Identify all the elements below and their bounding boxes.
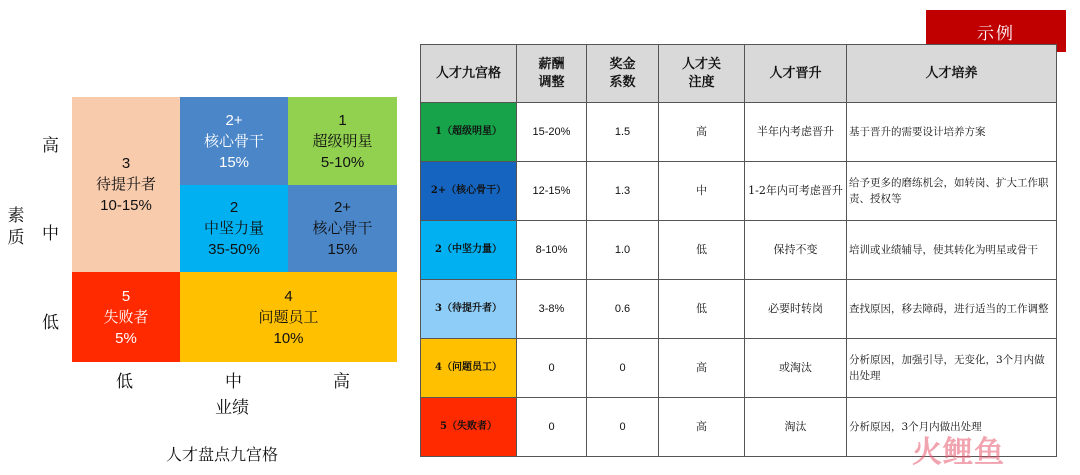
cell-number: 2+ <box>333 199 352 216</box>
row-attention: 中 <box>659 162 745 221</box>
row-bonus: 1.5 <box>587 103 659 162</box>
cell-number: 3 <box>121 155 131 172</box>
table-row <box>421 339 1057 398</box>
x-label-high: 高 <box>333 372 350 392</box>
row-promotion: 必要时转岗 <box>745 280 847 339</box>
table-row <box>421 280 1057 339</box>
row-bonus: 1.3 <box>587 162 659 221</box>
row-attention: 低 <box>659 280 745 339</box>
cell-number: 5 <box>121 287 131 305</box>
cell-failure <box>72 272 180 362</box>
header-salary: 薪酬调整 <box>517 45 587 103</box>
row-bonus: 1.0 <box>587 221 659 280</box>
header-training: 人才培养 <box>847 45 1057 103</box>
row-training: 分析原因，加强引导，无变化，3个月内做出处理 <box>847 339 1057 398</box>
cell-number: 2 <box>229 199 239 216</box>
cell-name: 问题员工 <box>258 307 319 326</box>
row-promotion: 保持不变 <box>745 221 847 280</box>
row-salary: 15-20% <box>517 103 587 162</box>
x-axis-title: 业绩 <box>215 398 249 418</box>
row-promotion: 淘汰 <box>745 398 847 457</box>
cell-name: 失败者 <box>103 307 149 326</box>
watermark-text: 火鲤鱼 <box>912 435 1005 470</box>
table-row <box>421 221 1057 280</box>
row-level: 2+（核心骨干） <box>421 162 517 221</box>
cell-superstar <box>288 97 397 185</box>
cell-core-backbone-top <box>180 97 288 185</box>
row-attention: 低 <box>659 221 745 280</box>
cell-percent: 15% <box>327 241 358 258</box>
y-label-low: 低 <box>42 313 59 333</box>
row-salary: 0 <box>517 398 587 457</box>
cell-core-backbone-right <box>288 185 397 272</box>
row-promotion: 或淘汰 <box>745 339 847 398</box>
table-row <box>421 162 1057 221</box>
cell-name: 核心骨干 <box>312 219 373 237</box>
y-axis-title: 素质 <box>7 206 25 248</box>
cell-percent: 15% <box>218 153 250 171</box>
cell-percent: 5% <box>115 329 137 347</box>
cell-number: 1 <box>338 111 347 129</box>
y-label-high: 高 <box>42 136 59 156</box>
x-label-low: 低 <box>116 372 133 392</box>
header-nine-box: 人才九宫格 <box>421 45 517 103</box>
cell-percent: 10% <box>273 329 304 347</box>
talent-policy-table <box>420 44 1057 457</box>
row-bonus: 0 <box>587 339 659 398</box>
cell-mainstay <box>180 185 288 272</box>
row-promotion: 半年内考虑晋升 <box>745 103 847 162</box>
row-salary: 8-10% <box>517 221 587 280</box>
cell-percent: 5-10% <box>320 153 365 171</box>
cell-name: 超级明星 <box>312 131 373 150</box>
y-label-mid: 中 <box>42 224 59 244</box>
row-bonus: 0 <box>587 398 659 457</box>
table-header-row <box>421 45 1057 103</box>
cell-name: 中坚力量 <box>203 219 264 237</box>
row-level: 3（待提升者） <box>421 280 517 339</box>
row-level: 5（失败者） <box>421 398 517 457</box>
header-attention: 人才关注度 <box>659 45 745 103</box>
row-training: 分析原因，3个月内做出处理 <box>847 398 1057 457</box>
row-attention: 高 <box>659 398 745 457</box>
row-training: 基于晋升的需要设计培养方案 <box>847 103 1057 162</box>
row-level: 2（中坚力量） <box>421 221 517 280</box>
grid-caption: 人才盘点九宫格 <box>166 445 279 464</box>
cell-problem-staff <box>180 272 397 362</box>
cell-name: 核心骨干 <box>203 131 264 150</box>
row-level: 4（问题员工） <box>421 339 517 398</box>
cell-percent: 35-50% <box>208 241 260 258</box>
row-salary: 0 <box>517 339 587 398</box>
example-badge: 示例 <box>926 10 1066 52</box>
row-attention: 高 <box>659 103 745 162</box>
header-bonus: 奖金系数 <box>587 45 659 103</box>
row-bonus: 0.6 <box>587 280 659 339</box>
table-row <box>421 103 1057 162</box>
cell-number: 4 <box>284 287 293 305</box>
cell-percent: 10-15% <box>100 197 152 214</box>
cell-name: 待提升者 <box>95 175 156 193</box>
row-salary: 3-8% <box>517 280 587 339</box>
row-training: 培训或业绩辅导，使其转化为明星或骨干 <box>847 221 1057 280</box>
row-training: 给予更多的磨练机会，如转岗、扩大工作职责、授权等 <box>847 162 1057 221</box>
cell-to-improve <box>72 97 180 272</box>
row-level: 1（超级明星） <box>421 103 517 162</box>
x-label-mid: 中 <box>225 372 242 392</box>
row-promotion: 1-2年内可考虑晋升 <box>745 162 847 221</box>
cell-number: 2+ <box>225 111 243 129</box>
row-training: 查找原因，移去障碍，进行适当的工作调整 <box>847 280 1057 339</box>
row-attention: 高 <box>659 339 745 398</box>
row-salary: 12-15% <box>517 162 587 221</box>
header-promotion: 人才晋升 <box>745 45 847 103</box>
watermark-logo <box>912 428 1064 470</box>
